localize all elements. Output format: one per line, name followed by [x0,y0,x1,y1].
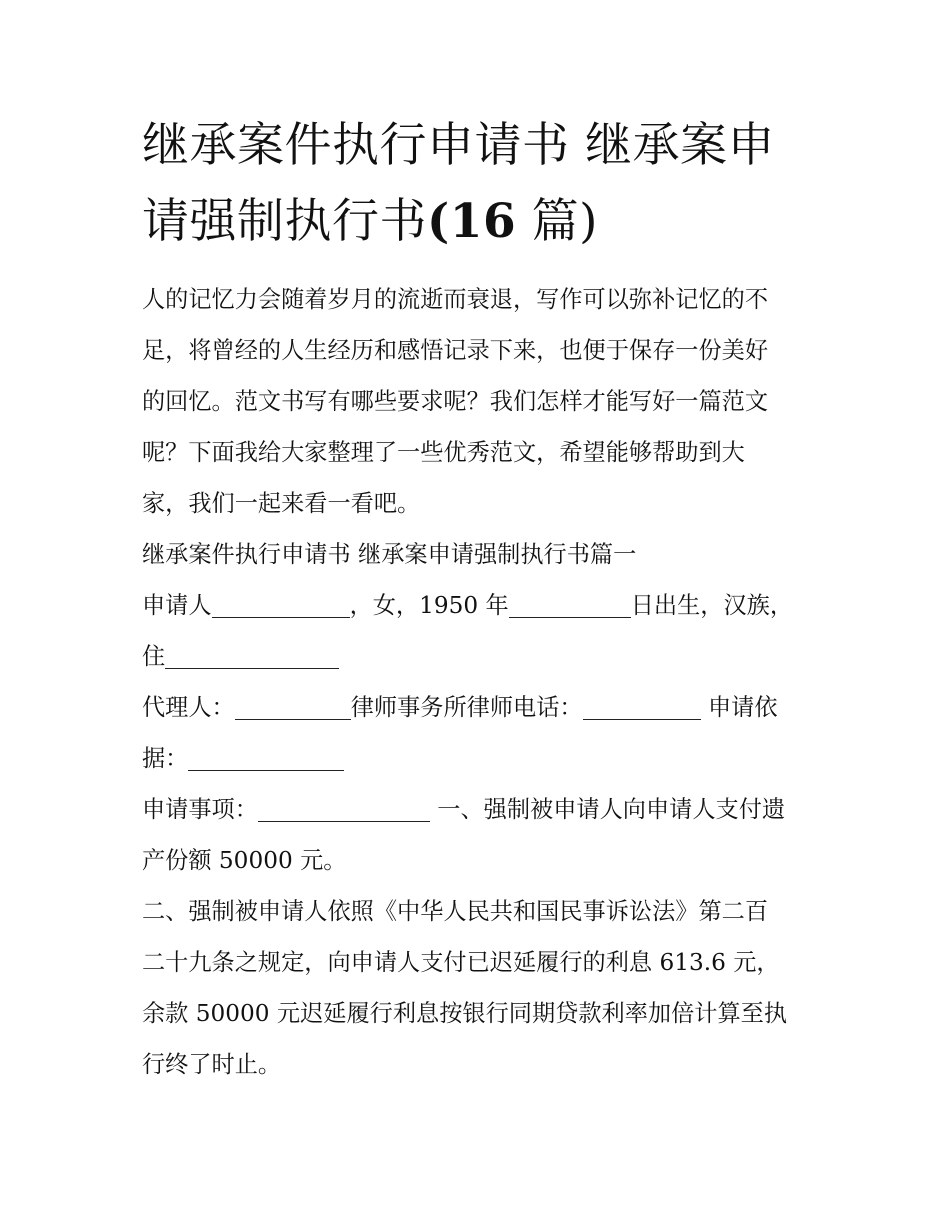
applicant-gender: ，女，1950 年 [349,592,509,619]
matter-item-1-cont: 产份额 50000 元。 [142,847,347,874]
document-body [142,274,814,1090]
intro-line: 的回忆。范文书写有哪些要求呢？我们怎样才能写好一篇范文 [142,388,769,415]
matter-item-2-line: 余款 50000 元迟延履行利息按银行同期贷款利率加倍计算至执 [142,1000,788,1027]
matter-item-2-line: 二十九条之规定，向申请人支付已迟延履行的利息 613.6 元， [142,949,780,976]
agent-line [142,682,814,733]
applicant-line [142,580,814,631]
agent-firm-label: 律师事务所律师电话： [350,694,583,721]
address-label: 住 [142,643,166,670]
intro-line: 家，我们一起来看一看吧。 [142,490,421,517]
address-line [142,631,814,682]
title-line-2 [142,184,814,260]
basis-label: 申请依 [700,694,778,721]
agent-firm-blank [235,697,351,720]
title-suffix: 篇) [516,194,598,249]
title-line-1: 继承案件执行申请书 继承案申 [142,118,775,173]
basis-blank [188,748,344,771]
matters-label: 申请事项： [142,796,258,823]
birth-date-blank [509,595,631,618]
title-count: (16 [427,194,517,249]
matter-item-1: 一、强制被申请人向申请人支付遗 [429,796,786,823]
intro-line: 人的记忆力会随着岁月的流逝而衰退，写作可以弥补记忆的不 [142,286,769,313]
applicant-name-blank [212,595,350,618]
basis-line [142,733,814,784]
section-heading: 继承案件执行申请书 继承案申请强制执行书篇一 [142,541,637,568]
matters-line [142,784,814,835]
intro-line: 足，将曾经的人生经历和感悟记录下来，也便于保存一份美好 [142,337,769,364]
title-line-2-text: 请强制执行书 [142,194,427,249]
intro-line: 呢？下面我给大家整理了一些优秀范文，希望能够帮助到大 [142,439,745,466]
applicant-label: 申请人 [142,592,212,619]
document-title [142,108,814,260]
matters-blank [258,799,430,822]
matter-item-2-line: 二、强制被申请人依照《中华人民共和国民事诉讼法》第二百 [142,898,769,925]
address-blank [165,646,339,669]
basis-label-cont: 据： [142,745,189,772]
agent-phone-blank [583,697,701,720]
applicant-born: 日出生，汉族， [630,592,794,619]
matter-item-2-line: 行终了时止。 [142,1051,282,1078]
agent-label: 代理人： [142,694,235,721]
